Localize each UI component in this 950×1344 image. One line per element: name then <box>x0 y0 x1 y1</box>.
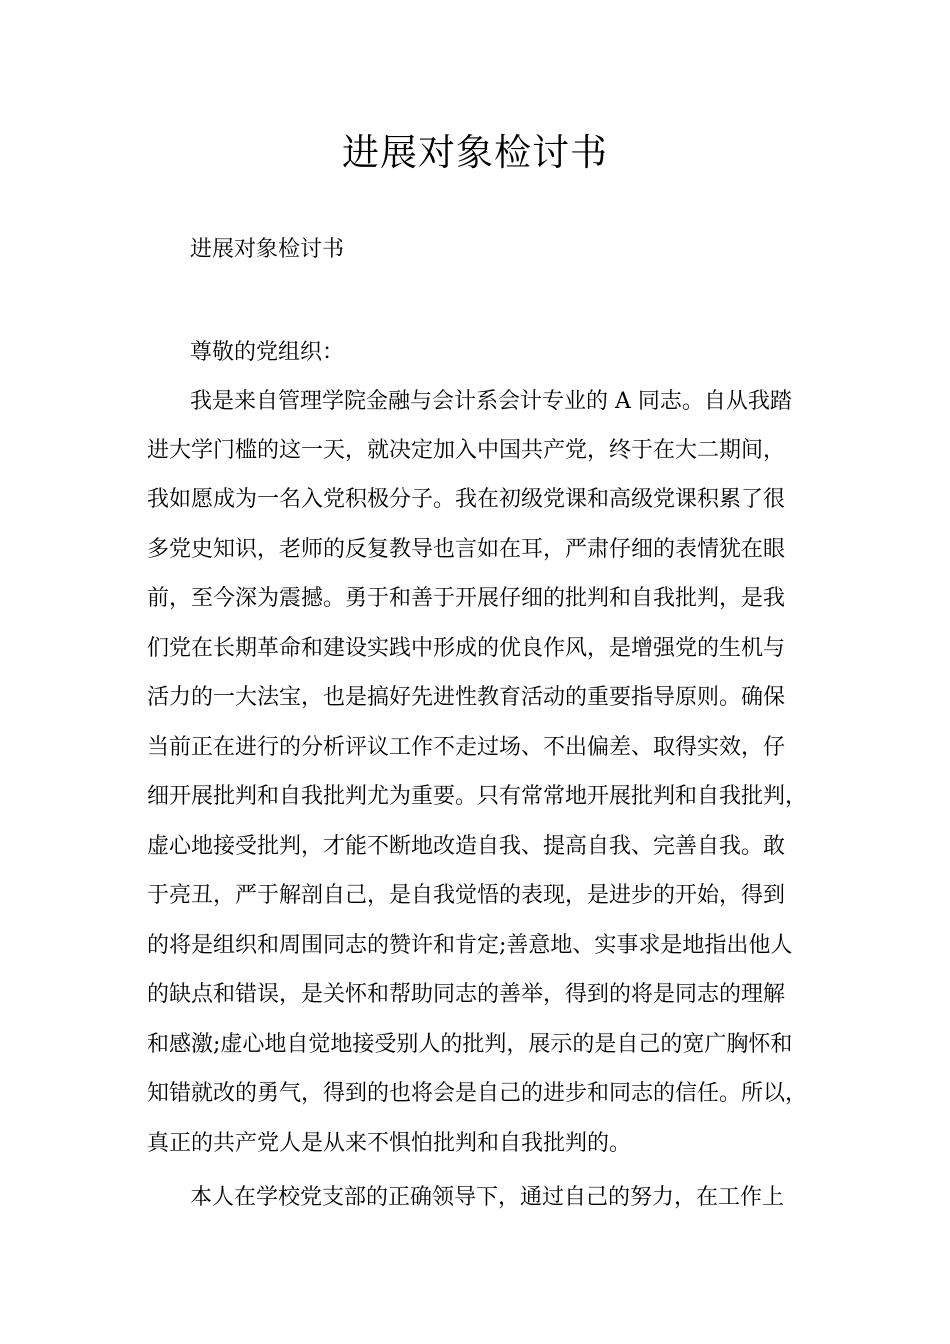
body-line: 的缺点和错误，是关怀和帮助同志的善举，得到的将是同志的理解 <box>147 982 786 1007</box>
body-line: 多党史知识，老师的反复教导也言如在耳，严肃仔细的表情犹在眼 <box>147 537 786 562</box>
body-line: 前，至今深为震撼。勇于和善于开展仔细的批判和自我批判，是我 <box>147 586 786 611</box>
body-line: 我如愿成为一名入党积极分子。我在初级党课和高级党课积累了很 <box>147 487 786 512</box>
body-line: 当前正在进行的分析评议工作不走过场、不出偏差、取得实效，仔 <box>147 735 786 760</box>
body-line: 于亮丑，严于解剖自己，是自我觉悟的表现，是进步的开始，得到 <box>147 883 786 908</box>
body-line: 我是来自管理学院金融与会计系会计专业的 A 同志。自从我踏 <box>190 389 792 414</box>
body-line: 们党在长期革命和建设实践中形成的优良作风，是增强党的生机与 <box>147 636 786 661</box>
body-line: 的将是组织和周围同志的赞许和肯定;善意地、实事求是地指出他人 <box>147 933 793 958</box>
body-line: 本人在学校党支部的正确领导下，通过自己的努力，在工作上 <box>190 1185 785 1210</box>
body-line: 虚心地接受批判，才能不断地改造自我、提高自我、完善自我。敢 <box>147 834 786 859</box>
salutation: 尊敬的党组织： <box>190 340 345 365</box>
document-subtitle: 进展对象检讨书 <box>190 237 345 262</box>
body-line: 细开展批判和自我批判尤为重要。只有常常地开展批判和自我批判， <box>147 784 808 809</box>
body-line: 活力的一大法宝，也是搞好先进性教育活动的重要指导原则。确保 <box>147 685 786 710</box>
body-line: 知错就改的勇气，得到的也将会是自己的进步和同志的信任。所以， <box>147 1081 808 1106</box>
body-line: 真正的共产党人是从来不惧怕批判和自我批判的。 <box>147 1131 632 1156</box>
body-line: 和感激;虚心地自觉地接受别人的批判，展示的是自己的宽广胸怀和 <box>147 1032 793 1057</box>
document-title: 进展对象检讨书 <box>342 131 608 174</box>
body-line: 进大学门槛的这一天，就决定加入中国共产党，终于在大二期间， <box>147 438 786 463</box>
